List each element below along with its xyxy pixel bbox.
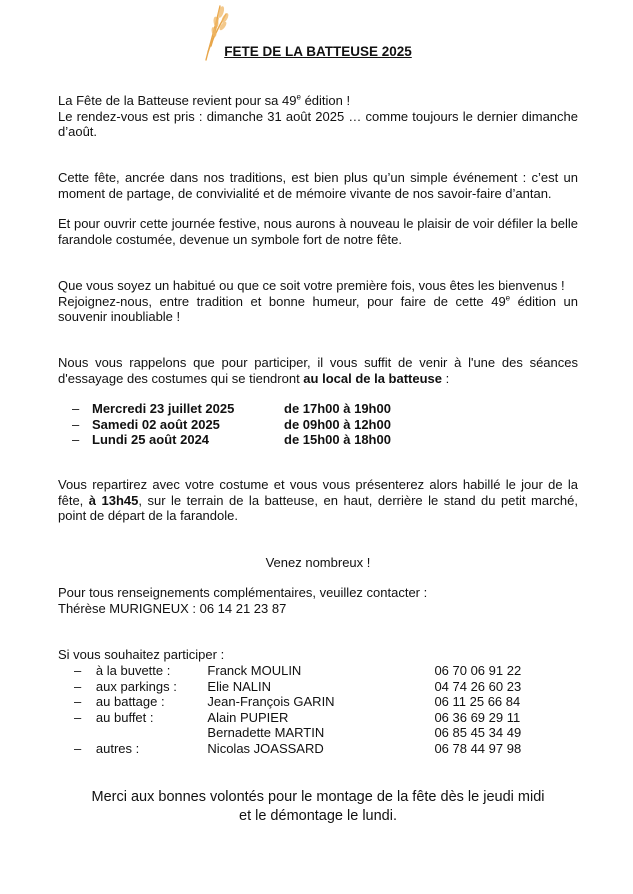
closing-line1: Merci aux bonnes volontés pour le montage de la fête dès le jeudi midi — [91, 789, 545, 805]
contact-row — [74, 741, 534, 757]
schedule-item — [72, 401, 492, 417]
contact-row — [74, 710, 534, 726]
contact-role: à la buvette : — [95, 663, 171, 678]
contact-phone: 06 70 06 91 22 — [434, 663, 522, 678]
farandole-paragraph: Et pour ouvrir cette journée festive, nous aurons à nouveau le plaisir de voir défiler la belle farandole costumée, devenue un symbole fort de notre fête. — [58, 216, 578, 247]
contact-role: au battage : — [95, 694, 165, 709]
contact-dash: – — [74, 740, 82, 756]
welcome-paragraph — [58, 278, 578, 325]
schedule-day: Lundi 25 août 2024 — [92, 432, 210, 447]
contact-dash: – — [74, 709, 82, 725]
schedule-day: Mercredi 23 juillet 2025 — [92, 401, 235, 416]
costume-post: , sur le terrain de la batteuse, en haut, derrière le stand du petit marché, point de départ de la farandole. — [58, 492, 579, 523]
contact-role: autres : — [95, 740, 140, 756]
closing-text — [58, 788, 578, 826]
schedule-dash: – — [72, 401, 80, 416]
contact-row — [74, 663, 534, 679]
costume-pre: Vous repartirez avec votre costume et vous vous présenterez alors habillé le jour de la fête, — [58, 477, 578, 508]
intro-line1-pre: La Fête de la Batteuse revient pour sa 49 — [58, 93, 297, 108]
info-line1: Pour tous renseignements complémentaires, veuillez contacter : — [58, 585, 428, 600]
contact-phone: 06 78 44 97 98 — [434, 740, 522, 756]
contact-phone: 06 11 25 66 84 — [434, 694, 521, 709]
costume-paragraph — [58, 477, 578, 524]
intro-paragraph — [58, 93, 578, 140]
schedule-hours: de 15h00 à 18h00 — [284, 432, 391, 447]
contact-role — [96, 725, 208, 741]
contact-phone: 06 36 69 29 11 — [434, 709, 521, 725]
schedule-dash: – — [72, 432, 80, 447]
welcome-line2-pre: Rejoignez-nous, entre tradition et bonne humeur, pour faire de cette 49 — [58, 293, 506, 309]
closing-line2: et le démontage le lundi. — [239, 808, 397, 824]
contact-dash: – — [74, 663, 82, 678]
contact-row — [74, 679, 534, 695]
schedule-day: Samedi 02 août 2025 — [92, 416, 220, 432]
contact-dash — [74, 725, 96, 741]
info-paragraph — [58, 585, 578, 616]
welcome-sup: e — [505, 293, 511, 303]
participate-intro: Si vous souhaitez participer : — [58, 647, 225, 662]
contact-row — [74, 725, 534, 741]
schedule-item — [72, 432, 492, 448]
intro-sup: e — [296, 92, 301, 102]
schedule-hours: de 09h00 à 12h00 — [284, 416, 391, 432]
contact-dash: – — [74, 678, 82, 694]
contact-phone: 06 85 45 34 49 — [434, 725, 522, 740]
info-contact: Thérèse MURIGNEUX : 06 14 21 23 87 — [58, 600, 287, 616]
contact-name: Elie NALIN — [207, 678, 271, 694]
sessions-location: au local de la batteuse — [303, 370, 443, 386]
contacts-list — [74, 663, 534, 756]
contact-name: Alain PUPIER — [207, 709, 289, 725]
tradition-paragraph: Cette fête, ancrée dans nos traditions, est bien plus qu’un simple événement : c’est un moment de partage, de convivialité et de mémoire vivante de nos savoir-faire d’antan. — [58, 170, 578, 201]
contact-phone: 04 74 26 60 23 — [434, 678, 522, 694]
costume-time: à 13h45 — [88, 492, 139, 508]
sessions-post: : — [442, 370, 450, 386]
intro-line1-post: édition ! — [300, 93, 351, 108]
contact-name: Nicolas JOASSARD — [207, 740, 324, 756]
come-text: Venez nombreux ! — [265, 555, 371, 570]
contact-dash: – — [74, 694, 82, 709]
contact-name: Franck MOULIN — [207, 663, 302, 678]
schedule-item — [72, 417, 492, 433]
document-title: FETE DE LA BATTEUSE 2025 — [224, 44, 412, 59]
sessions-pre: Nous vous rappelons que pour participer, il vous suffit de venir à l'une des séances d'essayage des costumes qui se tiendront — [58, 355, 578, 386]
intro-line2: Le rendez-vous est pris : dimanche 31 août 2025 … comme toujours le dernier dimanche d’août. — [58, 108, 578, 139]
schedule-hours: de 17h00 à 19h00 — [284, 401, 391, 416]
contact-role: au buffet : — [95, 709, 154, 725]
contact-name: Bernadette MARTIN — [207, 725, 325, 740]
welcome-line1: Que vous soyez un habitué ou que ce soit votre première fois, vous êtes les bienvenus ! — [58, 278, 565, 293]
sessions-paragraph — [58, 355, 578, 386]
schedule-dash: – — [72, 416, 80, 432]
schedule-list — [72, 401, 492, 448]
contact-row — [74, 694, 534, 710]
welcome-line2-post: édition un souvenir inoubliable ! — [58, 293, 578, 324]
contact-name: Jean-François GARIN — [207, 694, 335, 709]
contact-role: aux parkings : — [95, 678, 177, 694]
